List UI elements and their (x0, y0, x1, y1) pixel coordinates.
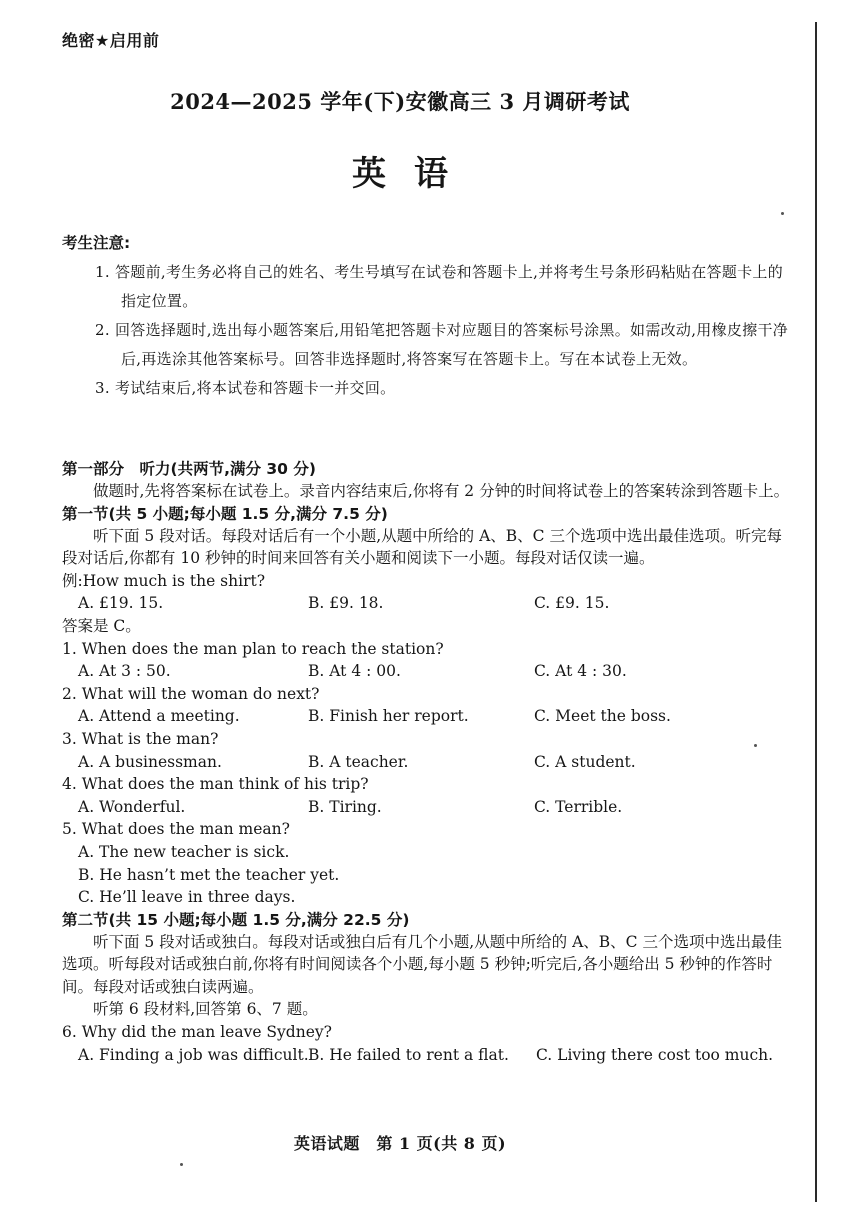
question-3-options (62, 751, 790, 774)
option-a: A. Attend a meeting. (78, 707, 240, 726)
binding-rule (815, 22, 817, 1202)
option-b: B. A teacher. (308, 752, 409, 771)
section1-heading: 第一节(共 5 小题;每小题 1.5 分,满分 7.5 分) (62, 504, 388, 523)
notice-item: 2. 回答选择题时,选出每小题答案后,用铅笔把答题卡对应题目的答案标号涂黑。如需改动,用橡皮擦干净后,再选涂其他答案标号。回答非选择题时,将答案写在答题卡上。写在本试卷上无效。 (95, 321, 789, 368)
option-a: A. Wonderful. (78, 797, 186, 816)
example-options (62, 592, 790, 615)
option-a: A. The new teacher is sick. (78, 842, 290, 861)
option-a: A. Finding a job was difficult. (78, 1045, 309, 1064)
question-6-options (62, 1044, 790, 1067)
question-3: 3. What is the man? (62, 729, 219, 748)
option-c: C. He’ll leave in three days. (78, 888, 296, 907)
question-1: 1. When does the man plan to reach the station? (62, 639, 444, 658)
option-b: B. At 4 : 00. (308, 662, 401, 681)
option-c: C. Living there cost too much. (536, 1045, 774, 1064)
section2-heading: 第二节(共 15 小题;每小题 1.5 分,满分 22.5 分) (62, 910, 410, 929)
material-instruction: 听第 6 段材料,回答第 6、7 题。 (93, 1000, 318, 1019)
subject-title: 英语 (352, 154, 476, 194)
example-question: 例:How much is the shirt? (62, 571, 266, 590)
notice-list (95, 258, 795, 403)
option-c: C. A student. (534, 752, 636, 771)
option-b: B. Tiring. (308, 797, 382, 816)
notice-item: 3. 考试结束后,将本试卷和答题卡一并交回。 (95, 379, 396, 397)
option-b: B. £9. 18. (308, 594, 384, 613)
section2-instruction: 听下面 5 段对话或独白。每段对话或独白后有几个小题,从题中所给的 A、B、C 三个选项中选出最佳选项。听每段对话或独白前,你将有时间阅读各个小题,每小题 5 秒钟;听完后,各小题给出 5 秒钟的作答时间。每段对话或独白读两遍。 (62, 932, 782, 996)
exam-title: 2024—2025 学年(下)安徽高三 3 月调研考试 (170, 89, 630, 114)
notice-heading: 考生注意: (62, 234, 131, 252)
option-a: A. At 3 : 50. (78, 662, 171, 681)
notice-item: 1. 答题前,考生务必将自己的姓名、考生号填写在试卷和答题卡上,并将考生号条形码粘贴在答题卡上的指定位置。 (95, 263, 784, 310)
option-b: B. He hasn’t met the teacher yet. (78, 865, 340, 884)
question-5: 5. What does the man mean? (62, 820, 290, 839)
secret-label: 绝密★启用前 (62, 31, 160, 50)
option-b: B. He failed to rent a flat. (308, 1045, 509, 1064)
option-c: C. £9. 15. (534, 594, 610, 613)
option-c: C. At 4 : 30. (534, 662, 627, 681)
question-2-options (62, 705, 790, 728)
part1-instruction: 做题时,先将答案标在试卷上。录音内容结束后,你将有 2 分钟的时间将试卷上的答案转涂到答题卡上。 (93, 482, 790, 500)
example-answer: 答案是 C。 (62, 616, 141, 635)
scan-speck (781, 212, 784, 215)
question-1-options (62, 660, 790, 683)
option-a: A. £19. 15. (78, 594, 164, 613)
question-4-options (62, 796, 790, 819)
option-c: C. Meet the boss. (534, 707, 671, 726)
question-4: 4. What does the man think of his trip? (62, 775, 369, 794)
part1-content (62, 458, 790, 1066)
option-a: A. A businessman. (78, 752, 222, 771)
scan-speck (180, 1163, 183, 1166)
part1-heading: 第一部分 听力(共两节,满分 30 分) (62, 460, 316, 478)
section1-instruction: 听下面 5 段对话。每段对话后有一个小题,从题中所给的 A、B、C 三个选项中选出最佳选项。听完每段对话后,你都有 10 秒钟的时间来回答有关小题和阅读下一小题。每段对话仅读一遍。 (62, 526, 782, 568)
scan-speck (754, 744, 757, 747)
question-2: 2. What will the woman do next? (62, 684, 320, 703)
page-footer: 英语试题 第 1 页(共 8 页) (293, 1134, 507, 1153)
option-c: C. Terrible. (534, 797, 623, 816)
option-b: B. Finish her report. (308, 707, 469, 726)
question-6: 6. Why did the man leave Sydney? (62, 1023, 332, 1042)
